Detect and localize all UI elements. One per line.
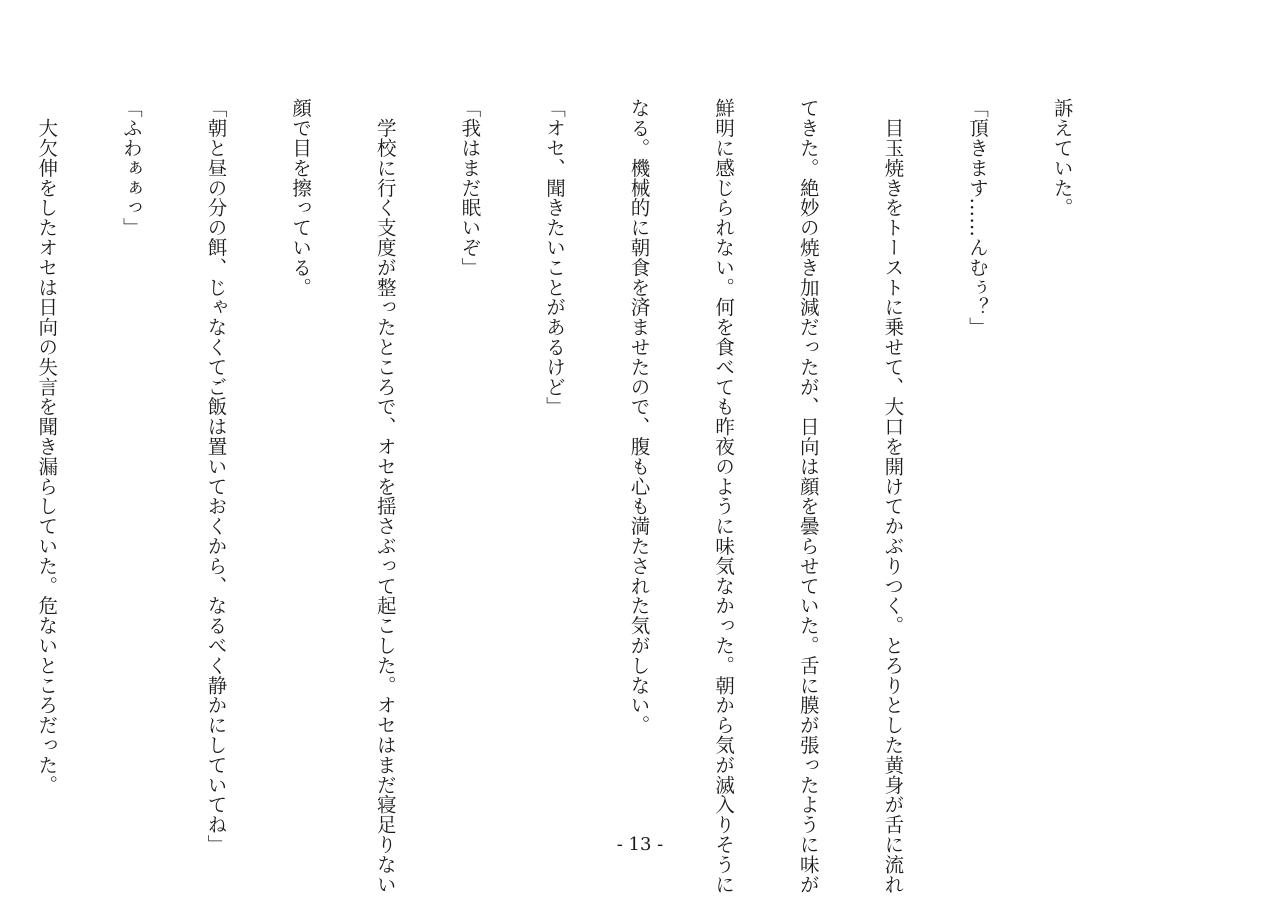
text-line: 「ふわぁぁっ」 <box>119 98 143 238</box>
text-line: 訴えていた。 <box>1050 98 1074 218</box>
text-line: 大欠伸をしたオセは日向の失言を聞き漏らしていた。危ないところだった。 <box>35 98 59 795</box>
text-line: てきた。絶妙の焼き加減だったが、日向は顔を曇らせていた。舌に膜が張ったように味が <box>796 98 820 894</box>
text-line: 「朝と昼の分の餌、じゃなくてご飯は置いておくから、なるべく静かにしていてね」 <box>204 98 228 855</box>
text-line: 顔で目を擦っている。 <box>289 98 313 297</box>
text-line: 学校に行く支度が整ったところで、オセを揺さぶって起こした。オセはまだ寝足りない <box>373 98 397 894</box>
text-line: 「オセ、聞きたいことがあるけど」 <box>542 98 566 417</box>
page-number: - 13 - <box>616 834 664 855</box>
text-line: 鮮明に感じられない。何を食べても昨夜のように味気なかった。朝から気が滅入りそうに <box>712 98 736 894</box>
text-line: 「我はまだ眠いぞ」 <box>458 98 482 278</box>
text-line: なる。機械的に朝食を済ませたので、腹も心も満たされた気がしない。 <box>627 98 651 735</box>
text-line: 目玉焼きをトーストに乗せて、大口を開けてかぶりつく。とろりとした黄身が舌に流れ <box>881 98 905 894</box>
text-line: 「頂きます……んむぅ？」 <box>965 98 989 337</box>
